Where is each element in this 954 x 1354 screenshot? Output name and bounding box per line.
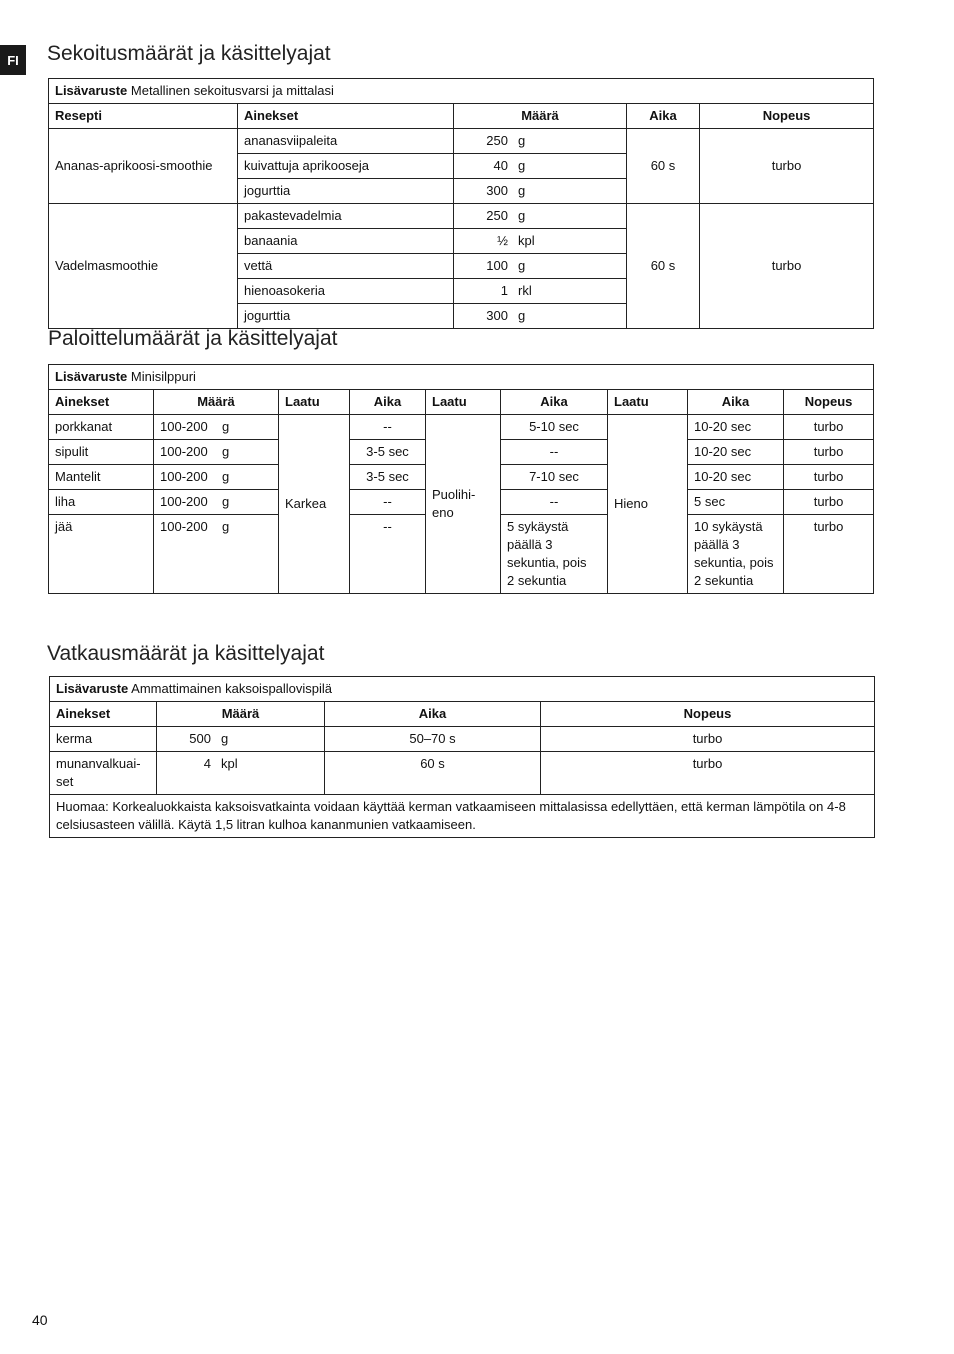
time-cell: 10-20 sec bbox=[688, 440, 784, 465]
speed-cell: turbo bbox=[541, 752, 875, 795]
column-header: Aika bbox=[688, 390, 784, 415]
table-header-row bbox=[50, 702, 875, 727]
speed-cell: turbo bbox=[700, 129, 874, 204]
ingredient-name: liha bbox=[49, 490, 154, 515]
ingredient-name: Mantelit bbox=[49, 465, 154, 490]
column-header: Ainekset bbox=[49, 390, 154, 415]
quality-medium: Puolihi- eno bbox=[426, 415, 501, 594]
ingredient-amount: ½ kpl bbox=[454, 229, 627, 254]
accessory-name: Metallinen sekoitusvarsi ja mittalasi bbox=[130, 83, 334, 98]
column-header: Laatu bbox=[426, 390, 501, 415]
ingredient-amount: 100-200 g bbox=[154, 465, 279, 490]
column-header: Aika bbox=[325, 702, 541, 727]
table-header-row bbox=[49, 104, 874, 129]
ingredient-name: jogurttia bbox=[238, 304, 454, 329]
table-header-row bbox=[49, 390, 874, 415]
speed-cell: turbo bbox=[784, 465, 874, 490]
time-cell: 10-20 sec bbox=[688, 465, 784, 490]
whisking-table bbox=[49, 676, 875, 838]
quality-coarse: Karkea bbox=[279, 415, 350, 594]
time-cell: -- bbox=[350, 490, 426, 515]
ingredient-name: sipulit bbox=[49, 440, 154, 465]
section-title-whisking: Vatkausmäärät ja käsittelyajat bbox=[47, 642, 325, 665]
ingredient-name: kerma bbox=[50, 727, 157, 752]
time-cell: 5-10 sec bbox=[501, 415, 608, 440]
column-header: Määrä bbox=[157, 702, 325, 727]
time-cell: 3-5 sec bbox=[350, 440, 426, 465]
accessory-label: Lisävaruste bbox=[56, 681, 129, 696]
ingredient-name: jää bbox=[49, 515, 154, 594]
speed-cell: turbo bbox=[700, 204, 874, 329]
quality-fine: Hieno bbox=[608, 415, 688, 594]
page-number: 40 bbox=[32, 1312, 48, 1328]
column-header: Laatu bbox=[608, 390, 688, 415]
ingredient-amount: 100-200 g bbox=[154, 490, 279, 515]
speed-cell: turbo bbox=[784, 515, 874, 594]
column-header: Aika bbox=[350, 390, 426, 415]
column-header: Ainekset bbox=[238, 104, 454, 129]
column-header: Nopeus bbox=[541, 702, 875, 727]
ingredient-name: hienoasokeria bbox=[238, 279, 454, 304]
speed-cell: turbo bbox=[784, 490, 874, 515]
ingredient-name: porkkanat bbox=[49, 415, 154, 440]
ingredient-name: munanvalkuai- set bbox=[50, 752, 157, 795]
ingredient-amount: 500 g bbox=[157, 727, 325, 752]
ingredient-amount: 4 kpl bbox=[157, 752, 325, 795]
column-header: Ainekset bbox=[50, 702, 157, 727]
ingredient-amount: 300 g bbox=[454, 304, 627, 329]
recipe-name: Vadelmasmoothie bbox=[49, 204, 238, 329]
accessory-label: Lisävaruste bbox=[55, 369, 128, 384]
time-cell: 60 s bbox=[627, 129, 700, 204]
accessory-row bbox=[49, 79, 874, 104]
column-header: Nopeus bbox=[700, 104, 874, 129]
column-header: Laatu bbox=[279, 390, 350, 415]
ingredient-amount: 250 g bbox=[454, 129, 627, 154]
accessory-name: Ammattimainen kaksoispallovispilä bbox=[131, 681, 333, 696]
ingredient-name: banaania bbox=[238, 229, 454, 254]
time-cell: 50–70 s bbox=[325, 727, 541, 752]
time-cell: 60 s bbox=[627, 204, 700, 329]
accessory-row bbox=[50, 677, 875, 702]
section-title-chopping: Paloittelumäärät ja käsittelyajat bbox=[48, 327, 338, 350]
speed-cell: turbo bbox=[784, 440, 874, 465]
ingredient-amount: 250 g bbox=[454, 204, 627, 229]
chopping-table bbox=[48, 364, 874, 594]
column-header: Nopeus bbox=[784, 390, 874, 415]
ingredient-amount: 100-200 g bbox=[154, 515, 279, 594]
time-cell: 10-20 sec bbox=[688, 415, 784, 440]
column-header: Määrä bbox=[454, 104, 627, 129]
column-header: Resepti bbox=[49, 104, 238, 129]
time-cell: 10 sykäystä päällä 3 sekuntia, pois 2 sekuntia bbox=[688, 515, 784, 594]
table-row bbox=[49, 204, 874, 229]
time-cell: 3-5 sec bbox=[350, 465, 426, 490]
column-header: Aika bbox=[501, 390, 608, 415]
ingredient-name: ananasviipaleita bbox=[238, 129, 454, 154]
ingredient-amount: 300 g bbox=[454, 179, 627, 204]
time-cell: 5 sec bbox=[688, 490, 784, 515]
ingredient-amount: 40 g bbox=[454, 154, 627, 179]
time-cell: -- bbox=[501, 490, 608, 515]
time-cell: 60 s bbox=[325, 752, 541, 795]
mixing-table bbox=[48, 78, 874, 329]
time-cell: 5 sykäystä päällä 3 sekuntia, pois 2 sekuntia bbox=[501, 515, 608, 594]
language-tab: FI bbox=[0, 45, 26, 75]
time-cell: 7-10 sec bbox=[501, 465, 608, 490]
column-header: Aika bbox=[627, 104, 700, 129]
ingredient-name: jogurttia bbox=[238, 179, 454, 204]
time-cell: -- bbox=[501, 440, 608, 465]
table-row bbox=[49, 129, 874, 154]
accessory-row bbox=[49, 365, 874, 390]
table-row bbox=[49, 415, 874, 440]
accessory-label: Lisävaruste bbox=[55, 83, 128, 98]
table-row bbox=[50, 727, 875, 752]
ingredient-amount: 1 rkl bbox=[454, 279, 627, 304]
note-cell: Huomaa: Korkealuokkaista kaksoisvatkainta voidaan käyttää kerman vatkaamiseen mittalasissa edellyttäen, että kerman lämpötila on 4-8 celsiusasteen välillä. Käytä 1,5 litran kulhoa kananmunien vatkaamiseen. bbox=[50, 795, 875, 838]
ingredient-amount: 100-200 g bbox=[154, 440, 279, 465]
time-cell: -- bbox=[350, 515, 426, 594]
ingredient-name: vettä bbox=[238, 254, 454, 279]
ingredient-name: pakastevadelmia bbox=[238, 204, 454, 229]
ingredient-name: kuivattuja aprikooseja bbox=[238, 154, 454, 179]
time-cell: -- bbox=[350, 415, 426, 440]
recipe-name: Ananas-aprikoosi-smoothie bbox=[49, 129, 238, 204]
section-title-mixing: Sekoitusmäärät ja käsittelyajat bbox=[47, 42, 331, 65]
speed-cell: turbo bbox=[784, 415, 874, 440]
table-row bbox=[50, 752, 875, 795]
ingredient-amount: 100 g bbox=[454, 254, 627, 279]
speed-cell: turbo bbox=[541, 727, 875, 752]
ingredient-amount: 100-200 g bbox=[154, 415, 279, 440]
accessory-name: Minisilppuri bbox=[130, 369, 196, 384]
column-header: Määrä bbox=[154, 390, 279, 415]
